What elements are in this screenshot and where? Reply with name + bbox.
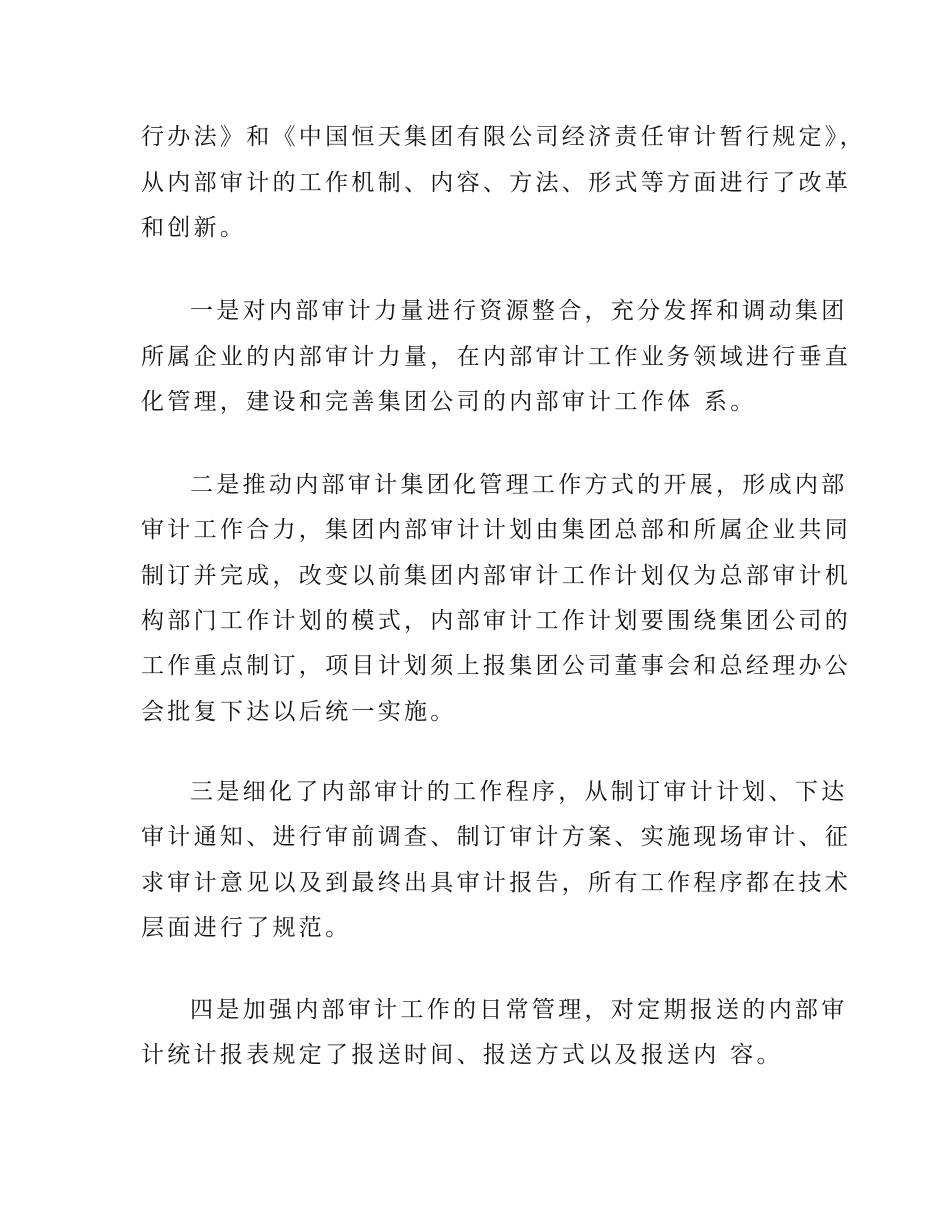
- text-line: 一是对内部审计力量进行资源整合，充分发挥和调动集团: [190, 298, 848, 324]
- text-line: 制订并完成，改变以前集团内部审计工作计划仅为总部审计机: [141, 563, 852, 589]
- text-line: 所属企业的内部审计力量，在内部审计工作业务领域进行垂直: [141, 344, 852, 370]
- text-line: 和创新。: [141, 215, 247, 241]
- text-line: 行办法》和《中国恒天集团有限公司经济责任审计暂行规定》，: [141, 124, 866, 150]
- text-line: 求审计意见以及到最终出具审计报告，所有工作程序都在技术: [141, 870, 852, 896]
- text-line: 计统计报表规定了报送时间、报送方式以及报送内 容。: [141, 1042, 783, 1068]
- text-line: 构部门工作计划的模式，内部审计工作计划要围绕集团公司的: [141, 608, 852, 634]
- text-line: 工作重点制订，项目计划须上报集团公司董事会和总经理办公: [141, 653, 852, 679]
- text-line: 审计工作合力，集团内部审计计划由集团总部和所属企业共同: [141, 517, 852, 543]
- text-line: 层面进行了规范。: [141, 915, 352, 941]
- text-line: 审计通知、进行审前调查、制订审计方案、实施现场审计、征: [141, 824, 852, 850]
- text-line: 三是细化了内部审计的工作程序，从制订审计计划、下达: [190, 779, 848, 805]
- text-line: 化管理，建设和完善集团公司的内部审计工作体 系。: [141, 389, 757, 415]
- text-line: 会批复下达以后统一实施。: [141, 699, 457, 725]
- text-line: 从内部审计的工作机制、内容、方法、形式等方面进行了改革: [141, 170, 852, 196]
- text-line: 四是加强内部审计工作的日常管理，对定期报送的内部审: [190, 997, 848, 1023]
- text-line: 二是推动内部审计集团化管理工作方式的开展，形成内部: [190, 472, 848, 498]
